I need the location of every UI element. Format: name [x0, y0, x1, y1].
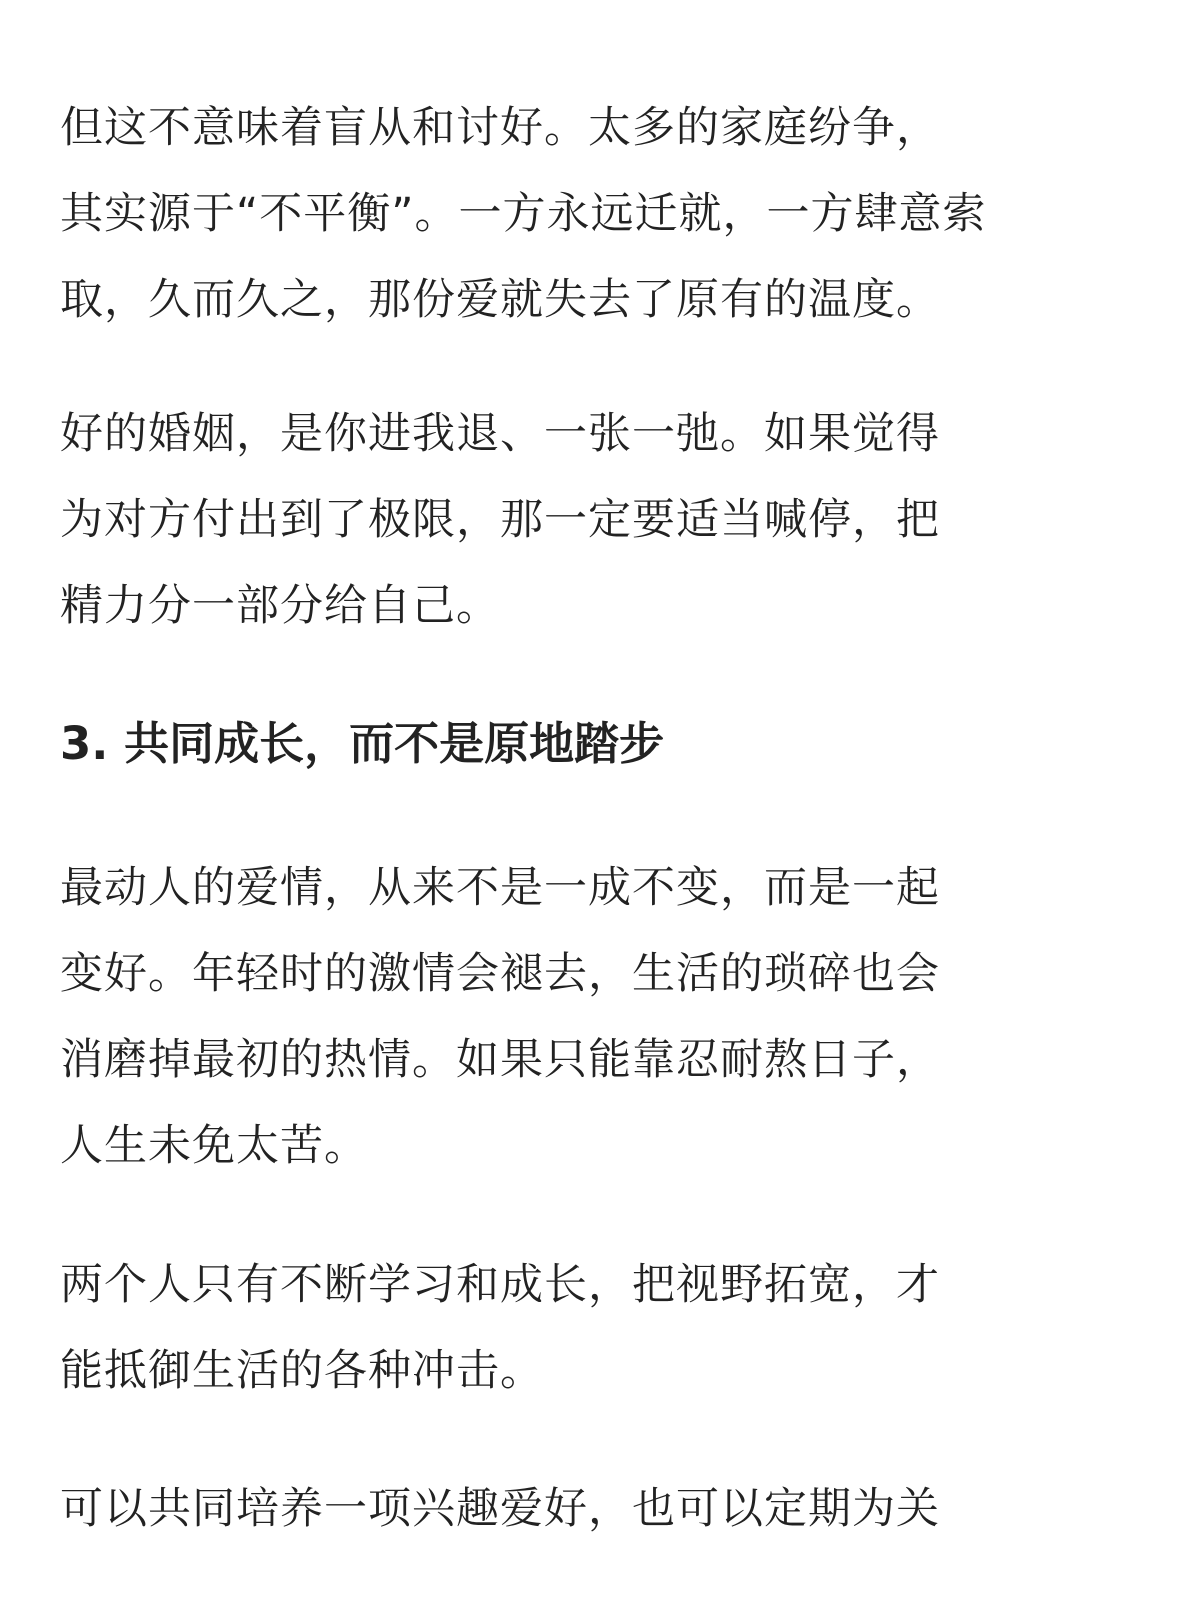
paragraph-line: 为对方付出到了极限，那一定要适当喊停，把	[60, 495, 940, 545]
paragraph-line: 精力分一部分给自己。	[60, 581, 500, 631]
paragraph-1	[60, 85, 987, 343]
paragraph-line: 但这不意味着盲从和讨好。太多的家庭纷争，	[60, 103, 940, 153]
paragraph-line: 取，久而久之，那份爱就失去了原有的温度。	[60, 275, 940, 325]
paragraph-5	[60, 1466, 940, 1552]
paragraph-line: 好的婚姻，是你进我退、一张一弛。如果觉得	[60, 409, 940, 459]
paragraph-line: 可以共同培养一项兴趣爱好，也可以定期为关	[60, 1484, 940, 1534]
paragraph-4	[60, 1242, 940, 1414]
paragraph-3	[60, 845, 940, 1189]
paragraph-line: 其实源于“不平衡”。一方永远迁就，一方肆意索	[60, 189, 987, 239]
paragraph-line: 消磨掉最初的热情。如果只能靠忍耐熬日子，	[60, 1035, 940, 1085]
paragraph-line: 两个人只有不断学习和成长，把视野拓宽，才	[60, 1260, 940, 1310]
paragraph-line: 变好。年轻时的激情会褪去，生活的琐碎也会	[60, 949, 940, 999]
paragraph-2	[60, 391, 940, 649]
paragraph-line: 人生未免太苦。	[60, 1121, 368, 1171]
top-text-fragment	[60, 0, 146, 14]
paragraph-line: 能抵御生活的各种冲击。	[60, 1346, 544, 1396]
section-heading-3: 3. 共同成长，而不是原地踏步	[60, 717, 665, 770]
paragraph-line: 最动人的爱情，从来不是一成不变，而是一起	[60, 863, 940, 913]
